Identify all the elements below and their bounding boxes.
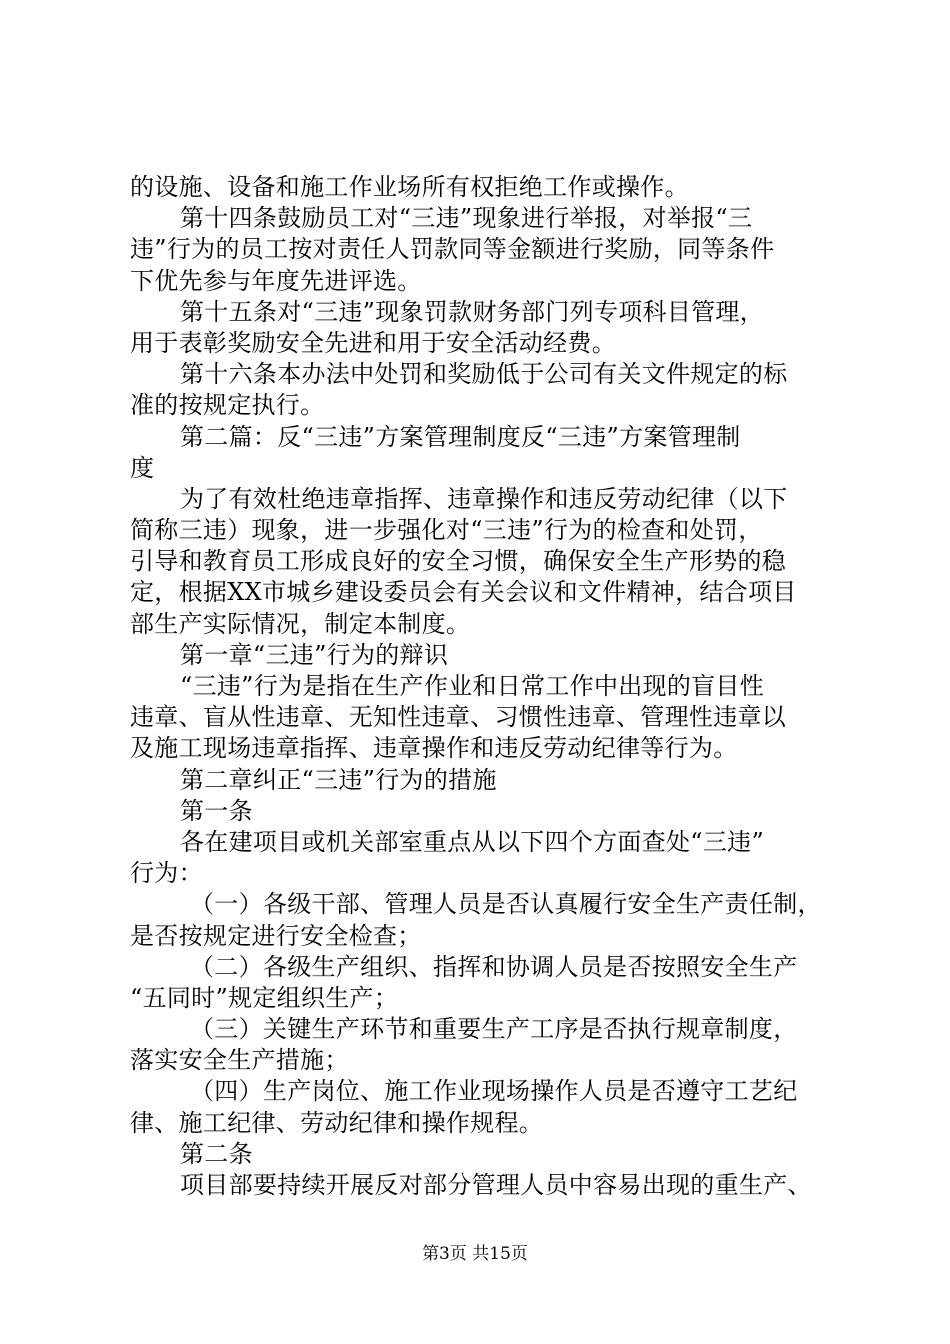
text-line: 违”行为的员工按对责任人罚款同等金额进行奖励，同等条件 xyxy=(130,235,775,264)
text-line: 定，根据XX市城乡建设委员会有关会议和文件精神，结合项目 xyxy=(130,578,797,607)
text-line: 下优先参与年度先进评选。 xyxy=(130,266,422,295)
text-line: 第十六条本办法中处罚和奖励低于公司有关文件规定的标 xyxy=(180,360,788,389)
text-line: 第十五条对“三违”现象罚款财务部门列专项科目管理， xyxy=(180,297,765,326)
text-line: （四）生产岗位、施工作业现场操作人员是否遵守工艺纪 xyxy=(190,1077,798,1106)
text-line: 简称三违）现象，进一步强化对“三违”行为的检查和处罚， xyxy=(130,516,763,545)
text-line: 落实安全生产措施； xyxy=(130,1046,349,1075)
text-line: 部生产实际情况，制定本制度。 xyxy=(130,609,471,638)
text-line: （三）关键生产环节和重要生产工序是否执行规章制度， xyxy=(190,1015,798,1044)
text-line: “五同时”规定组织生产； xyxy=(130,983,399,1012)
text-line: 是否按规定进行安全检查； xyxy=(130,921,422,950)
text-line: 第一章“三违”行为的辩识 xyxy=(180,640,449,669)
text-line: 第二篇：反“三违”方案管理制度反“三违”方案管理制 xyxy=(180,422,741,451)
text-line: 为了有效杜绝违章指挥、违章操作和违反劳动纪律（以下 xyxy=(180,484,788,513)
text-line: 第一条 xyxy=(180,796,253,825)
text-line: “三违”行为是指在生产作业和日常工作中出现的盲目性 xyxy=(180,672,765,700)
text-line: 的设施、设备和施工作业场所有权拒绝工作或操作。 xyxy=(130,173,689,201)
text-line: （二）各级生产组织、指挥和协调人员是否按照安全生产 xyxy=(190,952,798,981)
text-line: 第二条 xyxy=(180,1139,253,1168)
text-line: 违章、盲从性违章、无知性违章、习惯性违章、管理性违章以 xyxy=(130,703,787,732)
text-line: 及施工现场违章指挥、违章操作和违反劳动纪律等行为。 xyxy=(130,734,738,763)
document-body xyxy=(130,172,830,1201)
text-line: 第二章纠正“三违”行为的措施 xyxy=(180,765,497,794)
text-line: （一）各级干部、管理人员是否认真履行安全生产责任制， xyxy=(190,890,822,919)
text-line: 引导和教育员工形成良好的安全习惯，确保安全生产形势的稳 xyxy=(130,547,787,576)
text-line: 准的按规定执行。 xyxy=(130,391,325,420)
text-line: 项目部要持续开展反对部分管理人员中容易出现的重生产、 xyxy=(180,1171,812,1199)
text-line: 第十四条鼓励员工对“三违”现象进行举报，对举报“三 xyxy=(180,204,753,233)
text-line: 律、施工纪律、劳动纪律和操作规程。 xyxy=(130,1108,544,1137)
page-footer: 第3页 共15页 xyxy=(422,1244,528,1264)
text-line: 各在建项目或机关部室重点从以下四个方面查处“三违” xyxy=(180,827,765,856)
text-line: 用于表彰奖励安全先进和用于安全活动经费。 xyxy=(130,328,616,357)
text-line: 行为： xyxy=(130,859,203,888)
text-line: 度 xyxy=(130,453,155,482)
